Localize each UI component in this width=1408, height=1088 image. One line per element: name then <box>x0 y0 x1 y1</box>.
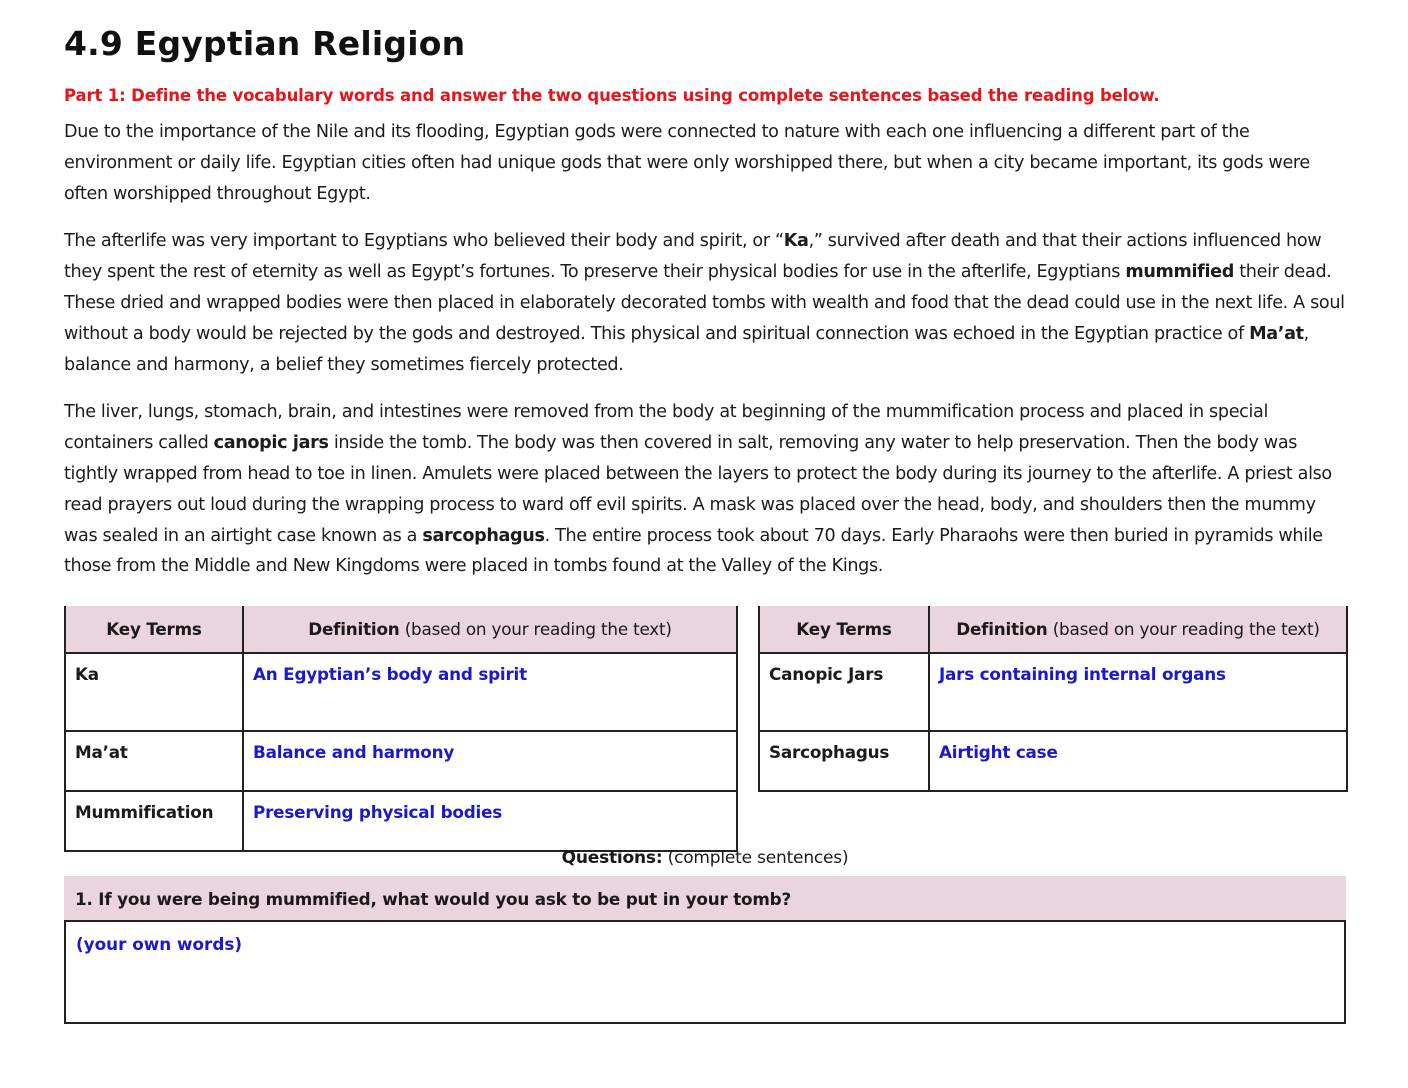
definition-cell[interactable]: Preserving physical bodies <box>243 791 737 851</box>
term-sarcophagus: sarcophagus <box>422 525 545 546</box>
text-segment: , balance and harmony, a belief they sometimes fiercely protected. <box>64 323 1309 375</box>
term-mummified: mummified <box>1125 262 1234 283</box>
question-1-answer-field[interactable]: (your own words) <box>64 922 1346 1024</box>
term-cell: Mummification <box>65 791 243 851</box>
vocabulary-tables <box>64 606 1346 856</box>
definition-cell[interactable]: Jars containing internal organs <box>929 653 1347 731</box>
vocabulary-table-left <box>64 606 738 852</box>
header-key-terms: Key Terms <box>759 606 929 653</box>
table-row <box>65 653 737 731</box>
table-header-row <box>65 606 737 653</box>
questions-heading: Questions: (complete sentences) <box>561 848 849 868</box>
worksheet-page <box>64 22 1346 954</box>
text-segment: inside the tomb. The body was then covered in salt, removing any water to help preservation. Then the body was tightly wrapped from head to toe in linen. Amulets were placed between the layers to protect the body during its journey to the afterlife. A priest also read prayers out loud during the wrapping process to ward off evil spirits. A mask was placed over the head, body, and shoulders then the mummy was sealed in an airtight case known as a <box>64 433 1332 546</box>
term-maat: Ma’at <box>1249 323 1304 344</box>
text-segment: . The entire process took about 70 days. Early Pharaohs were then buried in pyramids while those from the Middle and New Kingdoms were placed in tombs found at the Valley of the Kings. <box>64 525 1323 577</box>
text-segment: The liver, lungs, stomach, brain, and intestines were removed from the body at beginning of the mummification process and placed in special containers called <box>64 402 1268 454</box>
definition-cell[interactable]: Balance and harmony <box>243 731 737 791</box>
table-row <box>759 653 1347 731</box>
paragraph-afterlife <box>64 226 1346 380</box>
paragraph-gods: Due to the importance of the Nile and its flooding, Egyptian gods were connected to nature with each one influencing a different part of the environment or daily life. Egyptian cities often had unique gods that were only worshipped there, but when a city became important, its gods were often worshipped throughout Egypt. <box>64 122 1310 204</box>
term-ka: Ka <box>783 231 809 252</box>
definition-cell[interactable]: Airtight case <box>929 731 1347 791</box>
question-1-prompt: 1. If you were being mummified, what would you ask to be put in your tomb? <box>64 876 1346 922</box>
text-segment: ,” survived after death and that their actions influenced how they spent the rest of eternity as well as Egypt’s fortunes. To preserve their physical bodies for use in the afterlife, Egyptians <box>64 231 1322 283</box>
text-segment: The afterlife was very important to Egyptians who believed their body and spirit, or “ <box>64 231 784 252</box>
question-1 <box>64 876 1346 1024</box>
table-header-row <box>759 606 1347 653</box>
definition-cell[interactable]: An Egyptian’s body and spirit <box>243 653 737 731</box>
vocabulary-table-right <box>758 606 1348 792</box>
header-definition: Definition (based on your reading the text) <box>929 606 1347 653</box>
text-segment: their dead. These dried and wrapped bodies were then placed in elaborately decorated tombs with wealth and food that the dead could use in the next life. A soul without a body would be rejected by the gods and destroyed. This physical and spiritual connection was echoed in the Egyptian practice of <box>64 262 1345 344</box>
term-canopic-jars: canopic jars <box>213 433 329 454</box>
table-row <box>65 791 737 851</box>
term-cell: Canopic Jars <box>759 653 929 731</box>
page-title: 4.9 Egyptian Religion <box>64 24 466 63</box>
table-row <box>759 731 1347 791</box>
header-key-terms: Key Terms <box>65 606 243 653</box>
header-definition: Definition (based on your reading the text) <box>243 606 737 653</box>
instructions: Part 1: Define the vocabulary words and answer the two questions using complete sentences based the reading below. <box>64 86 1160 105</box>
table-row <box>65 731 737 791</box>
term-cell: Sarcophagus <box>759 731 929 791</box>
term-cell: Ka <box>65 653 243 731</box>
paragraph-mummification <box>64 397 1346 582</box>
term-cell: Ma’at <box>65 731 243 791</box>
